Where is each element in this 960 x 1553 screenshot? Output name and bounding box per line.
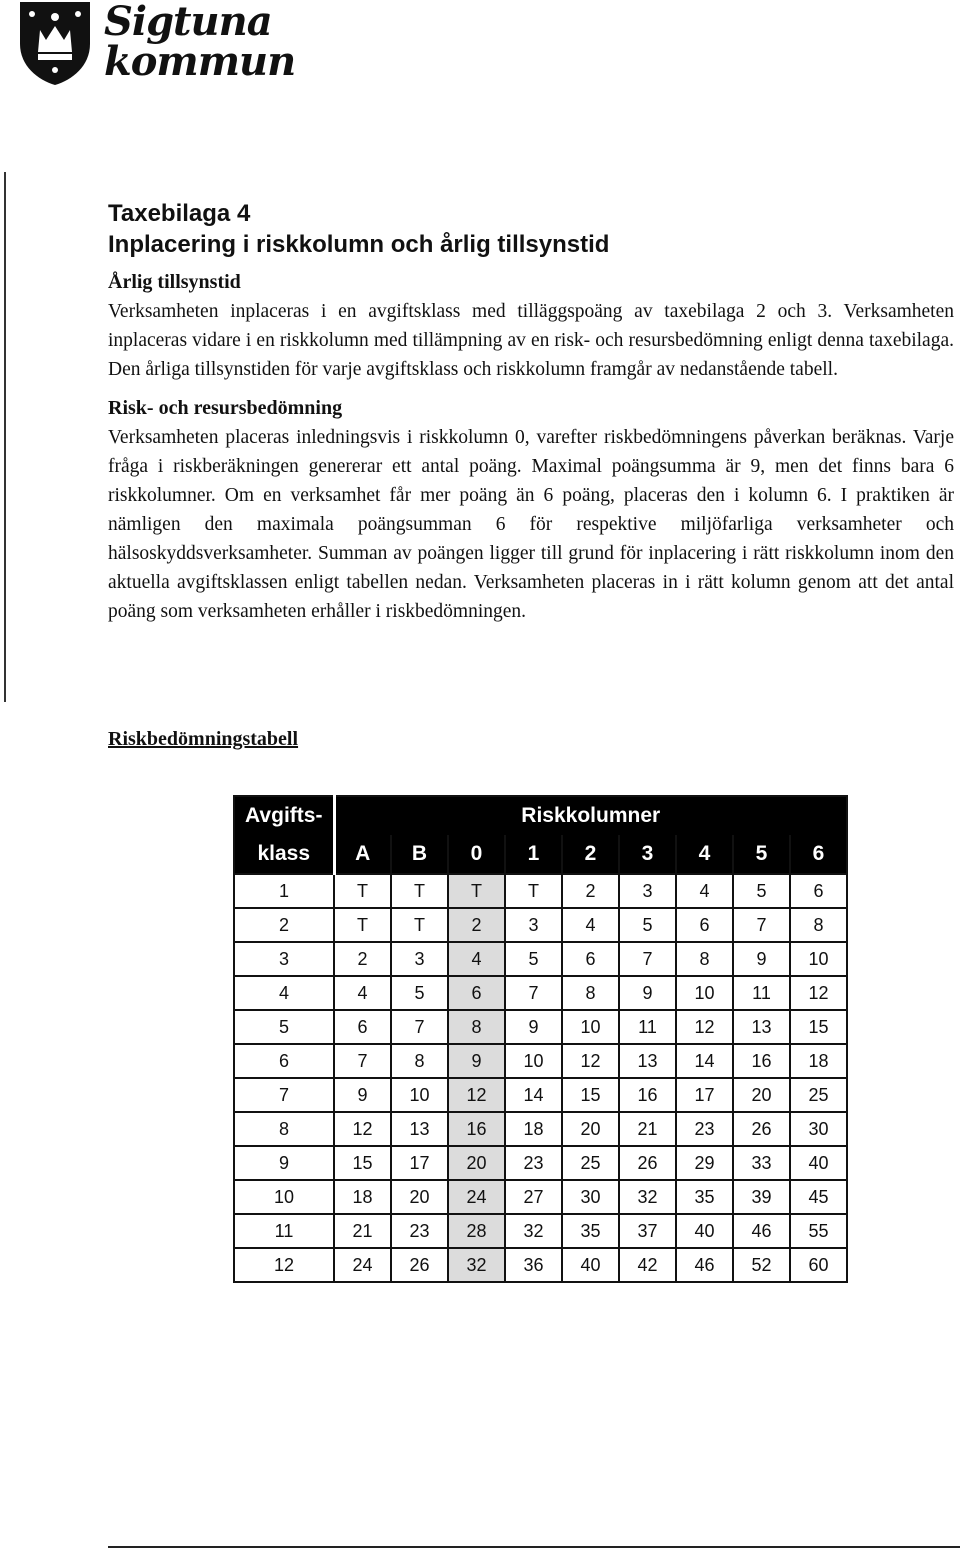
section-title-risk-assessment: Risk- och resursbedömning	[108, 397, 343, 419]
table-cell: 12	[334, 1112, 391, 1146]
table-cell: 7	[391, 1010, 448, 1044]
avgiftsklass-cell: 5	[234, 1010, 334, 1044]
table-cell: 32	[505, 1214, 562, 1248]
table-cell: 12	[790, 976, 847, 1010]
table-cell: 2	[334, 942, 391, 976]
table-cell: 46	[733, 1214, 790, 1248]
table-row	[234, 1214, 847, 1248]
section-title-annual-inspection: Årlig tillsynstid	[108, 271, 241, 293]
table-cell: 6	[676, 908, 733, 942]
table-row	[234, 1010, 847, 1044]
table-cell: 26	[733, 1112, 790, 1146]
table-cell: 9	[733, 942, 790, 976]
table-cell: 9	[448, 1044, 505, 1078]
table-cell: 28	[448, 1214, 505, 1248]
document-body	[108, 198, 954, 626]
table-cell: 20	[391, 1180, 448, 1214]
table-cell: 24	[334, 1248, 391, 1282]
document-subtitle: Inplacering i riskkolumn och årlig tillsynstid	[108, 231, 610, 258]
avgiftsklass-cell: 11	[234, 1214, 334, 1248]
table-cell: 35	[676, 1180, 733, 1214]
table-cell: 24	[448, 1180, 505, 1214]
table-cell: 10	[391, 1078, 448, 1112]
table-row	[234, 1078, 847, 1112]
table-cell: 8	[790, 908, 847, 942]
table-cell: T	[448, 874, 505, 908]
table-cell: T	[334, 874, 391, 908]
table-cell: 10	[676, 976, 733, 1010]
table-cell: 18	[505, 1112, 562, 1146]
crown-shield-icon	[18, 0, 92, 86]
table-cell: 35	[562, 1214, 619, 1248]
table-body	[234, 874, 847, 1282]
table-cell: 30	[562, 1180, 619, 1214]
table-cell: 4	[448, 942, 505, 976]
table-row	[234, 874, 847, 908]
table-cell: 5	[733, 874, 790, 908]
section-body-annual-inspection: Verksamheten inplaceras i en avgiftsklass med tilläggspoäng av taxebilaga 2 och 3. Verksamheten inplaceras vidare i en riskkolumn med tillämpning av en risk- och resursbedömning enligt denna taxebilaga. Den årliga tillsynstiden för varje avgiftsklass och riskkolumn framgår av nedanstående tabell.	[108, 301, 954, 380]
table-cell: T	[505, 874, 562, 908]
table-cell: 8	[562, 976, 619, 1010]
table-cell: 23	[505, 1146, 562, 1180]
avgiftsklass-cell: 12	[234, 1248, 334, 1282]
table-cell: 33	[733, 1146, 790, 1180]
header-riskkolumner: Riskkolumner	[334, 796, 847, 835]
table-cell: 13	[391, 1112, 448, 1146]
table-cell: 16	[448, 1112, 505, 1146]
table-cell: 8	[391, 1044, 448, 1078]
table-cell: 2	[448, 908, 505, 942]
table-cell: 6	[790, 874, 847, 908]
table-row	[234, 1112, 847, 1146]
header-avgiftsklass-bottom: klass	[234, 835, 334, 874]
table-cell: 8	[448, 1010, 505, 1044]
section-body-risk-assessment: Verksamheten placeras inledningsvis i riskkolumn 0, varefter riskbedömningens påverkan beräknas. Varje fråga i riskberäkningen genererar ett antal poäng. Maximal poängsumma är 9, men det finns bara 6 riskkolumner. Om en verksamhet får mer poäng än 6 poäng, placeras den i kolumn 6. I praktiken är nämligen den maximala poängsumman 6 för respektive miljöfarliga verksamheter och hälsoskyddsverksamheter. Summan av poängen ligger till grund för inplacering i rätt riskkolumn inom den aktuella avgiftsklassen enligt tabellen nedan. Verksamheten placeras in i rätt kolumn genom att det antal poäng som verksamheten erhåller i riskbedömningen.	[108, 427, 954, 622]
table-cell: 2	[562, 874, 619, 908]
table-row	[234, 1044, 847, 1078]
table-cell: 20	[733, 1078, 790, 1112]
table-cell: 15	[790, 1010, 847, 1044]
table-title: Riskbedömningstabell	[108, 728, 299, 750]
table-cell: 8	[676, 942, 733, 976]
table-cell: 32	[448, 1248, 505, 1282]
table-cell: 4	[334, 976, 391, 1010]
table-cell: T	[334, 908, 391, 942]
table-cell: 37	[619, 1214, 676, 1248]
column-header: 2	[562, 835, 619, 874]
table-cell: 6	[448, 976, 505, 1010]
table-cell: 18	[334, 1180, 391, 1214]
table-cell: 13	[619, 1044, 676, 1078]
table-cell: 17	[391, 1146, 448, 1180]
table-cell: 42	[619, 1248, 676, 1282]
table-cell: 18	[790, 1044, 847, 1078]
header-avgiftsklass-top: Avgifts-	[234, 796, 334, 835]
table-cell: 26	[619, 1146, 676, 1180]
table-cell: 11	[733, 976, 790, 1010]
table-cell: 7	[505, 976, 562, 1010]
table-cell: 12	[562, 1044, 619, 1078]
document-title: Taxebilaga 4	[108, 200, 251, 227]
table-cell: 20	[562, 1112, 619, 1146]
table-cell: 9	[334, 1078, 391, 1112]
column-header: B	[391, 835, 448, 874]
logo-wordmark: Sigtuna kommun	[104, 0, 296, 85]
table-cell: 10	[505, 1044, 562, 1078]
table-cell: 15	[562, 1078, 619, 1112]
avgiftsklass-cell: 2	[234, 908, 334, 942]
table-cell: 9	[505, 1010, 562, 1044]
table-cell: 39	[733, 1180, 790, 1214]
table-cell: 60	[790, 1248, 847, 1282]
municipality-logo	[18, 0, 298, 96]
avgiftsklass-cell: 7	[234, 1078, 334, 1112]
table-cell: 6	[562, 942, 619, 976]
table-row	[234, 942, 847, 976]
avgiftsklass-cell: 8	[234, 1112, 334, 1146]
table-cell: 20	[448, 1146, 505, 1180]
table-cell: 7	[733, 908, 790, 942]
avgiftsklass-cell: 3	[234, 942, 334, 976]
table-cell: 6	[334, 1010, 391, 1044]
table-cell: 32	[619, 1180, 676, 1214]
table-cell: 10	[562, 1010, 619, 1044]
table-cell: 14	[676, 1044, 733, 1078]
table-cell: 9	[619, 976, 676, 1010]
table-cell: 5	[619, 908, 676, 942]
table-row	[234, 908, 847, 942]
table-cell: T	[391, 874, 448, 908]
column-header-row	[234, 835, 847, 874]
table-row	[234, 1146, 847, 1180]
avgiftsklass-cell: 4	[234, 976, 334, 1010]
table-row	[234, 1248, 847, 1282]
footer-rule	[108, 1546, 960, 1548]
table-cell: 5	[505, 942, 562, 976]
table-cell: 4	[676, 874, 733, 908]
table-cell: 29	[676, 1146, 733, 1180]
table-cell: 26	[391, 1248, 448, 1282]
column-header: 5	[733, 835, 790, 874]
table-row	[234, 1180, 847, 1214]
avgiftsklass-cell: 10	[234, 1180, 334, 1214]
table-cell: 23	[391, 1214, 448, 1248]
table-cell: 30	[790, 1112, 847, 1146]
avgiftsklass-cell: 6	[234, 1044, 334, 1078]
table-cell: 52	[733, 1248, 790, 1282]
table-cell: 40	[676, 1214, 733, 1248]
table-cell: 7	[334, 1044, 391, 1078]
table-cell: 10	[790, 942, 847, 976]
table-cell: 15	[334, 1146, 391, 1180]
table-cell: 25	[562, 1146, 619, 1180]
table-cell: 7	[619, 942, 676, 976]
table-cell: 17	[676, 1078, 733, 1112]
table-cell: 16	[619, 1078, 676, 1112]
column-header: 1	[505, 835, 562, 874]
table-row	[234, 976, 847, 1010]
table-cell: 4	[562, 908, 619, 942]
margin-rule	[4, 172, 6, 702]
table-cell: 46	[676, 1248, 733, 1282]
table-cell: 27	[505, 1180, 562, 1214]
column-header: 4	[676, 835, 733, 874]
column-header: A	[334, 835, 391, 874]
table-cell: T	[391, 908, 448, 942]
table-cell: 3	[505, 908, 562, 942]
avgiftsklass-cell: 1	[234, 874, 334, 908]
risk-assessment-table	[233, 795, 848, 1283]
table-cell: 40	[790, 1146, 847, 1180]
avgiftsklass-cell: 9	[234, 1146, 334, 1180]
table-cell: 25	[790, 1078, 847, 1112]
column-header: 6	[790, 835, 847, 874]
table-cell: 13	[733, 1010, 790, 1044]
table-cell: 40	[562, 1248, 619, 1282]
column-header: 0	[448, 835, 505, 874]
table-cell: 55	[790, 1214, 847, 1248]
table-cell: 12	[448, 1078, 505, 1112]
table-cell: 5	[391, 976, 448, 1010]
table-cell: 45	[790, 1180, 847, 1214]
table-cell: 3	[619, 874, 676, 908]
table-cell: 23	[676, 1112, 733, 1146]
table-cell: 21	[619, 1112, 676, 1146]
table-cell: 3	[391, 942, 448, 976]
table-cell: 12	[676, 1010, 733, 1044]
table-cell: 36	[505, 1248, 562, 1282]
table-cell: 11	[619, 1010, 676, 1044]
table-cell: 21	[334, 1214, 391, 1248]
table-cell: 14	[505, 1078, 562, 1112]
table-cell: 16	[733, 1044, 790, 1078]
column-header: 3	[619, 835, 676, 874]
